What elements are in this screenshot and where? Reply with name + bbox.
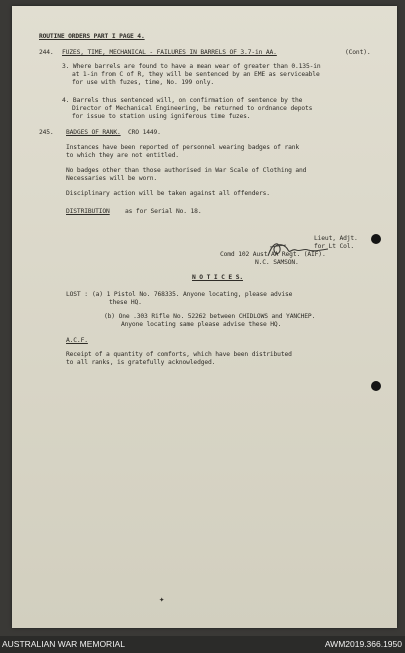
item-244-para4-line1: 4. Barrels thus sentenced will, on confirmation of sentence by the	[62, 97, 303, 104]
star-mark-icon: ✦	[159, 595, 165, 605]
punch-hole-bottom	[371, 381, 381, 391]
acf-line2: to all ranks, is gratefully acknowledged.	[66, 359, 216, 366]
footer-accession-number: AWM2019.366.1950	[324, 639, 402, 649]
item-245-para3: Disciplinary action will be taken against all offenders.	[66, 190, 270, 197]
distribution-text: as for Serial No. 18.	[125, 208, 202, 215]
item-244-para4-line3: for issue to station using igniferous time fuzes.	[72, 113, 251, 120]
item-245-title: BADGES OF RANK.	[66, 129, 121, 136]
signature-name: N.C. SAMSON.	[255, 259, 299, 266]
item-245-para1-line2: to which they are not entitled.	[66, 152, 179, 159]
acf-line1: Receipt of a quantity of comforts, which have been distributed	[66, 351, 292, 358]
item-244-para3-line3: for use with fuzes, time, No. 199 only.	[72, 79, 215, 86]
item-244-para3-line1: 3. Where barrels are found to have a mean wear of greater than 0.135-in	[62, 63, 321, 70]
item-245-para2-line2: Necessaries will be worn.	[66, 175, 158, 182]
signature-rank: Lieut, Adjt.	[314, 235, 358, 242]
item-244-number: 244.	[39, 49, 54, 56]
signature-for: for Lt Col.	[314, 243, 355, 250]
item-245-number: 245.	[39, 129, 54, 136]
item-245-para1-line1: Instances have been reported of personnel wearing badges of rank	[66, 144, 300, 151]
signature-unit: Comd 102 Aust AA Regt. (AIF).	[220, 251, 326, 258]
item-244-para4-line2: Director of Mechanical Engineering, be returned to ordnance depots	[72, 105, 313, 112]
lost-b-line1: (b) One .303 Rifle No. 52262 between CHIDLOWS and YANCHEP.	[104, 313, 316, 320]
item-244-title: FUZES, TIME, MECHANICAL - FAILURES IN BARRELS OF 3.7-in AA.	[62, 49, 277, 56]
lost-b-line2: Anyone locating same please advise these HQ.	[121, 321, 282, 328]
page-header: ROUTINE ORDERS PART I PAGE 4.	[39, 33, 145, 40]
item-244-title-suffix: (Cont).	[345, 49, 371, 56]
item-245-para2-line1: No badges other than those authorised in War Scale of Clothing and	[66, 167, 307, 174]
document-page	[12, 6, 397, 628]
lost-label: LOST :	[66, 291, 88, 298]
item-245-ref: CRO 1449.	[128, 129, 161, 136]
acf-heading: A.C.F.	[66, 337, 88, 344]
footer-bar	[0, 636, 405, 653]
footer-institution: AUSTRALIAN WAR MEMORIAL	[2, 639, 125, 649]
item-244-para3-line2: at 1-in from C of R, they will be sentenced by an EME as serviceable	[72, 71, 320, 78]
distribution-label: DISTRIBUTION	[66, 208, 110, 215]
notices-heading: N O T I C E S.	[192, 274, 243, 281]
lost-a-line1: (a) 1 Pistol No. 768335. Anyone locating, please advise	[92, 291, 293, 298]
lost-a-line2: these HQ.	[109, 299, 142, 306]
punch-hole-top	[371, 234, 381, 244]
